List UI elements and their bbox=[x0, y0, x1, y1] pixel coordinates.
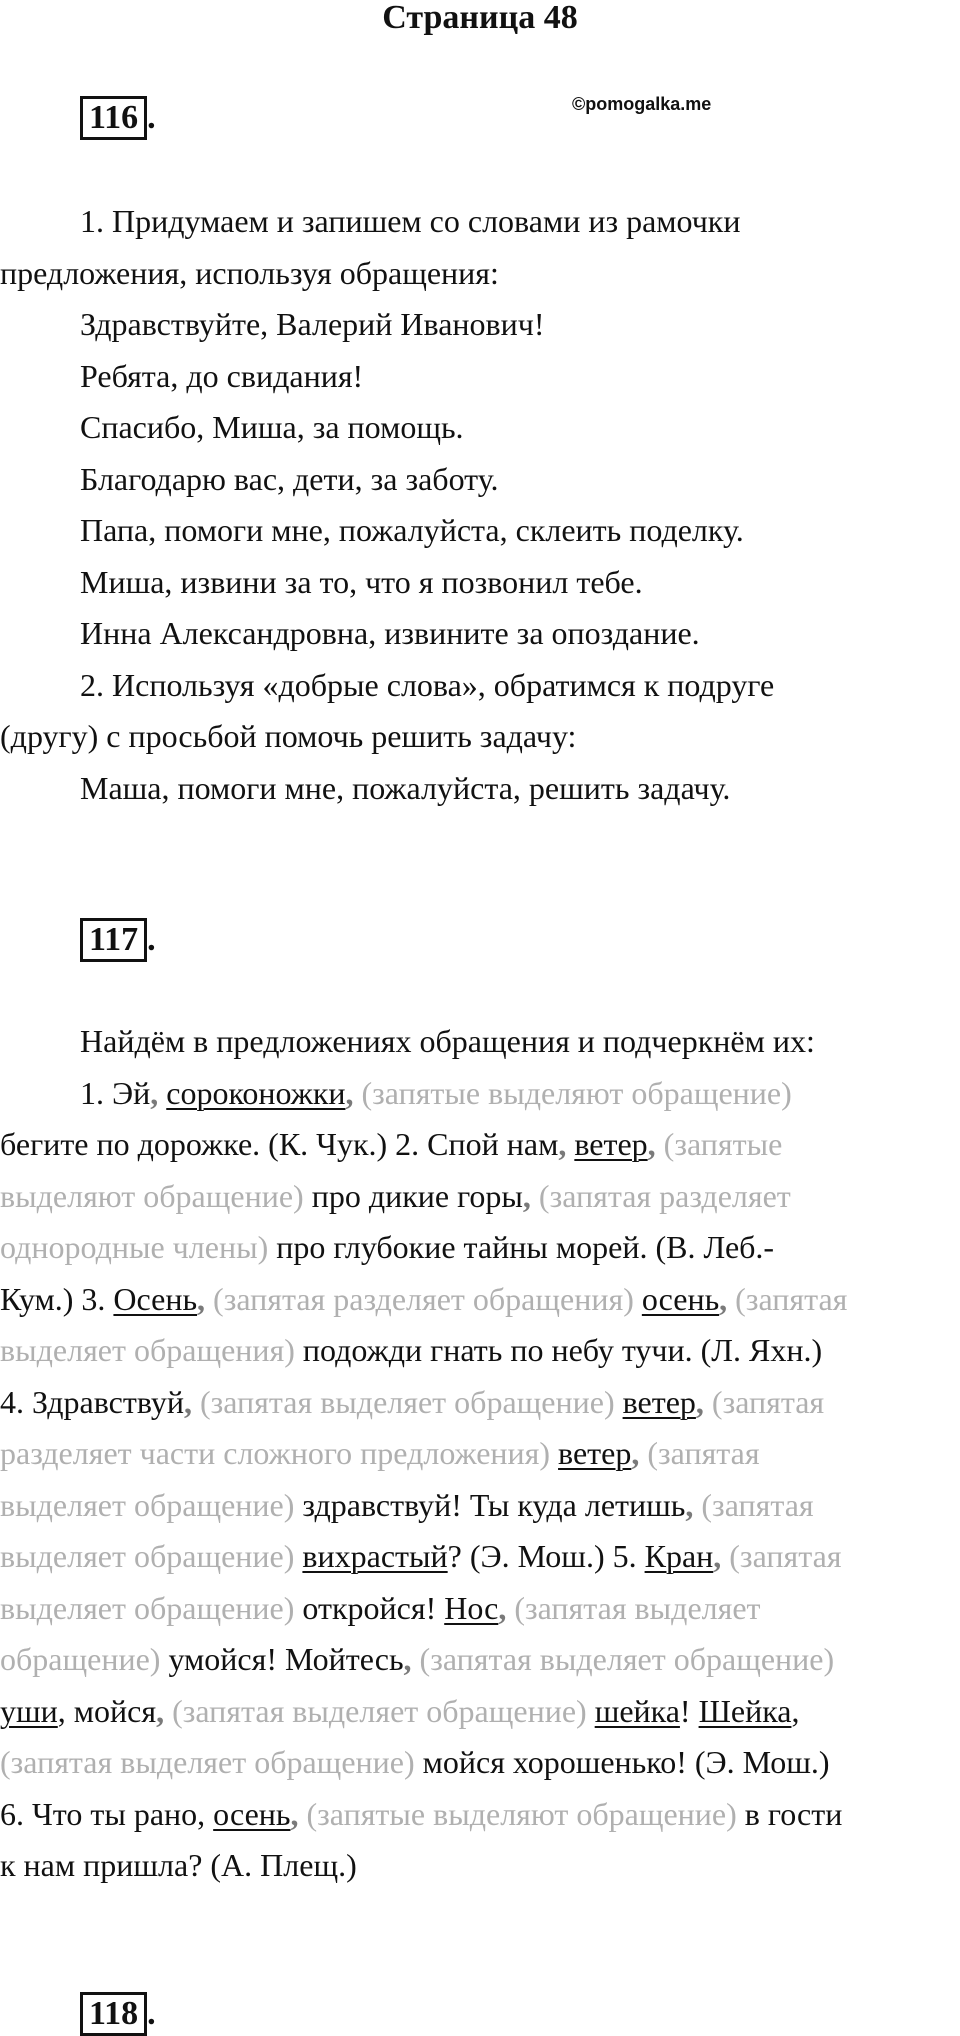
text-line: уши, мойся, (запятая выделяет обращение) шейка! Шейка, bbox=[0, 1692, 800, 1729]
comment-note: (запятые выделяют обращение) bbox=[306, 1795, 737, 1832]
comment-note: выделяет обращения) bbox=[0, 1332, 295, 1368]
text-line: 6. Что ты рано, осень, (запятые выделяют обращение) в гости bbox=[0, 1795, 843, 1832]
comment-note: (запятые bbox=[663, 1126, 783, 1162]
text-line: предложения, используя обращения: bbox=[0, 254, 499, 291]
text-line: выделяет обращение) откройся! Нос, (запятая выделяет bbox=[0, 1589, 761, 1626]
text-line: Папа, помоги мне, пожалуйста, склеить поделку. bbox=[80, 512, 744, 548]
text-line: выделяет обращение) вихрастый? (Э. Мош.) 5. Кран, (запятая bbox=[0, 1538, 842, 1574]
comment-note: (запятая разделяет bbox=[538, 1177, 791, 1214]
text-line: Благодарю вас, дети, за заботу. bbox=[80, 460, 499, 497]
text-line: выделяют обращение) про дикие горы, (запятая разделяет bbox=[0, 1177, 791, 1214]
address-word: уши bbox=[0, 1692, 58, 1729]
comment-note: разделяет части сложного предложения) bbox=[0, 1435, 551, 1471]
text-line: однородные члены) про глубокие тайны морей. (В. Леб.- bbox=[0, 1229, 775, 1265]
address-word: Нос bbox=[444, 1589, 499, 1626]
address-word: ветер bbox=[558, 1435, 632, 1471]
address-word: ветер bbox=[574, 1126, 648, 1162]
comment-note: (запятая bbox=[647, 1435, 760, 1471]
text-line: Здравствуйте, Валерий Иванович! bbox=[80, 306, 545, 342]
page-title: Страница 48 bbox=[382, 0, 578, 36]
task-number-118: 118 . bbox=[80, 1992, 156, 2036]
comment-note: выделяет обращение) bbox=[0, 1538, 295, 1574]
comment-note: обращение) bbox=[0, 1641, 161, 1677]
address-word: шейка bbox=[594, 1692, 680, 1729]
task-number-117: 117 . bbox=[80, 918, 156, 962]
address-word: вихрастый bbox=[302, 1538, 448, 1574]
comment-note: (запятая выделяет обращение) bbox=[199, 1383, 615, 1420]
text-line: Спасибо, Миша, за помощь. bbox=[80, 409, 464, 445]
text-line: (запятая выделяет обращение) мойся хорошенько! (Э. Мош.) bbox=[0, 1744, 830, 1780]
text-line: обращение) умойся! Мойтесь, (запятая выделяет обращение) bbox=[0, 1641, 835, 1677]
text-line: 4. Здравствуй, (запятая выделяет обращение) ветер, (запятая bbox=[0, 1383, 825, 1420]
comment-note: выделяют обращение) bbox=[0, 1177, 304, 1214]
comment-note: выделяет обращение) bbox=[0, 1589, 295, 1626]
address-word: Осень bbox=[113, 1280, 198, 1317]
comment-note: (запятая bbox=[735, 1280, 848, 1317]
text-line: к нам пришла? (А. Плещ.) bbox=[0, 1847, 357, 1883]
text-line: Маша, помоги мне, пожалуйста, решить задачу. bbox=[80, 769, 731, 806]
comment-note: (запятая bbox=[729, 1538, 842, 1574]
watermark: ©pomogalka.me bbox=[572, 94, 712, 114]
text-line: Миша, извини за то, что я позвонил тебе. bbox=[80, 563, 643, 600]
comment-note: (запятая выделяет обращение) bbox=[419, 1641, 835, 1677]
text-line: 1. Придумаем и запишем со словами из рамочки bbox=[80, 203, 741, 239]
comment-note: выделяет обращение) bbox=[0, 1486, 295, 1523]
task-117-text bbox=[0, 1016, 960, 1892]
task-number-116: 116 . bbox=[80, 96, 156, 140]
text-line: (другу) с просьбой помочь решить задачу: bbox=[0, 718, 577, 754]
comment-note: (запятые выделяют обращение) bbox=[361, 1074, 792, 1111]
text-line: Инна Александровна, извините за опоздание. bbox=[80, 615, 700, 651]
comment-note: однородные члены) bbox=[0, 1229, 269, 1265]
text-line: 1. Эй, сороконожки, (запятые выделяют обращение) bbox=[80, 1074, 792, 1111]
address-word: Кран bbox=[644, 1538, 714, 1574]
comment-note: (запятая выделяет bbox=[514, 1589, 761, 1626]
text-line: Ребята, до свидания! bbox=[80, 357, 364, 394]
comment-note: (запятая разделяет обращения) bbox=[213, 1280, 634, 1317]
comment-note: (запятая выделяет обращение) bbox=[0, 1744, 415, 1780]
text-line: разделяет части сложного предложения) ветер, (запятая bbox=[0, 1435, 760, 1471]
text-line: Кум.) 3. Осень, (запятая разделяет обращения) осень, (запятая bbox=[0, 1280, 848, 1317]
address-word: осень bbox=[213, 1795, 291, 1832]
task-116-text bbox=[0, 196, 960, 814]
text-line: 2. Используя «добрые слова», обратимся к подруге bbox=[80, 666, 775, 703]
address-word: сороконожки bbox=[166, 1074, 346, 1111]
comment-note: (запятая bbox=[711, 1383, 825, 1420]
address-word: осень bbox=[641, 1280, 720, 1317]
text-line: выделяет обращение) здравствуй! Ты куда летишь, (запятая bbox=[0, 1486, 814, 1523]
text-line: бегите по дорожке. (К. Чук.) 2. Спой нам, ветер, (запятые bbox=[0, 1126, 783, 1162]
address-word: Шейка bbox=[698, 1692, 792, 1729]
task-intro: Найдём в предложениях обращения и подчеркнём их: bbox=[80, 1023, 815, 1059]
address-word: ветер bbox=[622, 1383, 696, 1420]
text-line: выделяет обращения) подожди гнать по небу тучи. (Л. Яхн.) bbox=[0, 1332, 823, 1368]
comment-note: (запятая bbox=[701, 1486, 814, 1523]
comment-note: (запятая выделяет обращение) bbox=[172, 1692, 587, 1729]
